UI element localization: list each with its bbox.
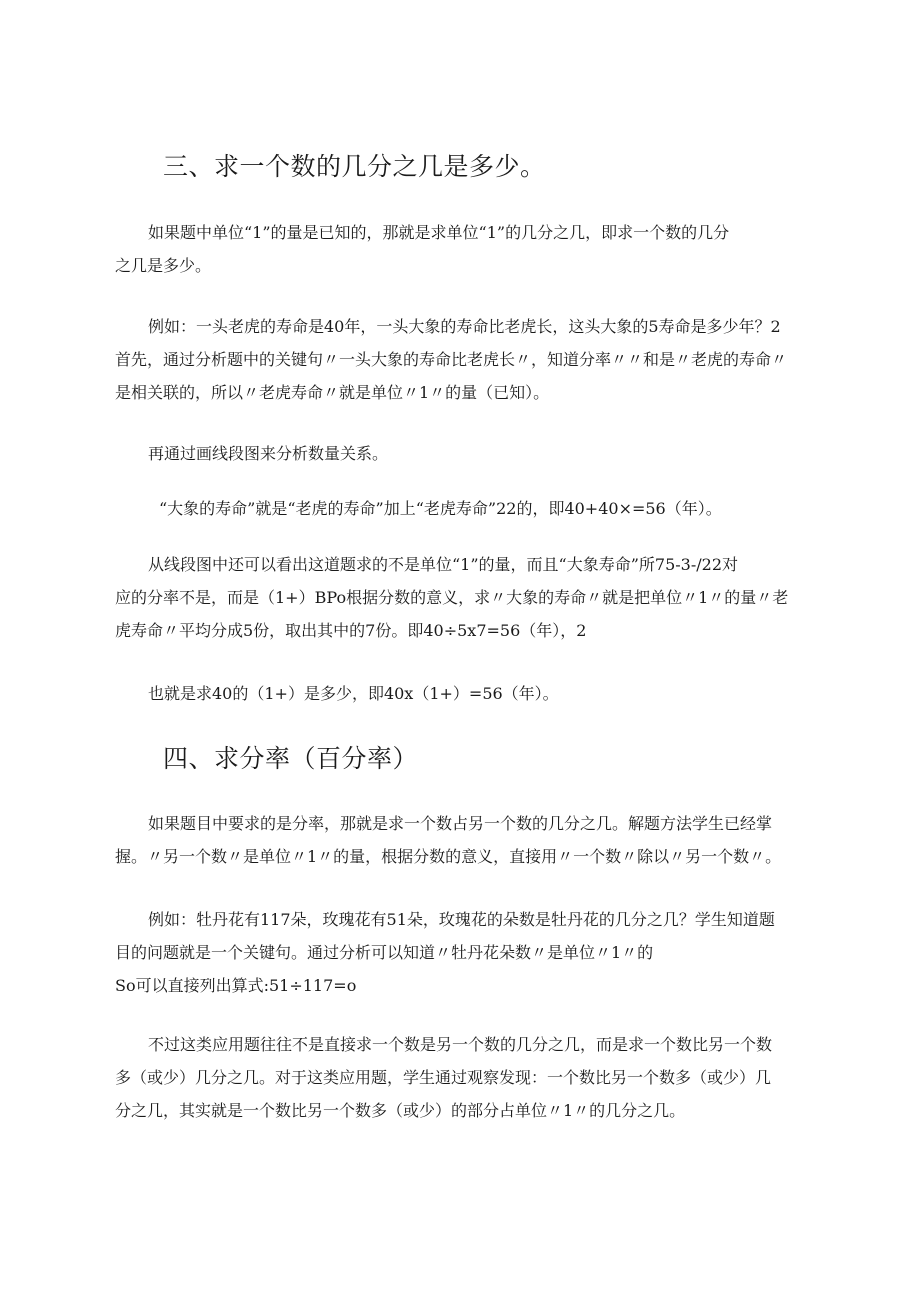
text-line: 应的分率不是，而是（1+）BPo根据分数的意义，求〃大象的寿命〃就是把单位〃1〃的量〃老 — [115, 588, 789, 607]
text-line: 不过这类应用题往往不是直接求一个数是另一个数的几分之几，而是求一个数比另一个数 — [148, 1035, 773, 1054]
text-line: So可以直接列出算式:51÷117=o — [115, 976, 357, 995]
paragraph-more-or-less — [115, 1028, 815, 1127]
text-line: 从线段图中还可以看出这道题求的不是单位“1”的量，而且“大象寿命”所75-3-/22对 — [148, 555, 739, 574]
paragraph-line-diagram — [115, 437, 815, 470]
paragraph-example-tiger — [115, 310, 815, 409]
paragraph-conclusion — [115, 677, 815, 710]
text-line: 如果题中单位“1”的量是已知的，那就是求单位“1”的几分之几，即求一个数的几分 — [148, 223, 730, 242]
text-line: 再通过画线段图来分析数量关系。 — [148, 444, 389, 463]
text-line: 首先，通过分析题中的关键句〃一头大象的寿命比老虎长〃，知道分率〃〃和是〃老虎的寿命〃 — [115, 350, 788, 369]
paragraph-rate-definition — [115, 807, 815, 873]
text-line: 如果题目中要求的是分率，那就是求一个数占另一个数的几分之几。解题方法学生已经掌 — [148, 814, 773, 833]
text-line: 也就是求40的（1+）是多少，即40x（1+）=56（年）。 — [148, 684, 559, 703]
paragraph-elephant-life — [115, 492, 815, 525]
text-line: 例如：一头老虎的寿命是40年，一头大象的寿命比老虎长，这头大象的5寿命是多少年？2 — [148, 317, 781, 336]
text-line: 之几是多少。 — [115, 256, 212, 275]
text-line: 握。〃另一个数〃是单位〃1〃的量，根据分数的意义，直接用〃一个数〃除以〃另一个数〃。 — [115, 847, 782, 866]
text-line: 多（或少）几分之几。对于这类应用题，学生通过观察发现：一个数比另一个数多（或少）几 — [115, 1068, 772, 1087]
section-heading-4: 四、求分率（百分率） — [163, 744, 419, 773]
paragraph-analysis — [115, 548, 815, 647]
text-line: 目的问题就是一个关键句。通过分析可以知道〃牡丹花朵数〃是单位〃1〃的 — [115, 943, 654, 962]
text-line: 例如：牡丹花有117朵，玫瑰花有51朵，玫瑰花的朵数是牡丹花的几分之几？学生知道题 — [148, 910, 775, 929]
text-line: 是相关联的，所以〃老虎寿命〃就是单位〃1〃的量（已知）。 — [115, 383, 550, 402]
text-line: “大象的寿命”就是“老虎的寿命”加上“老虎寿命”22的，即40+40×=56（年）。 — [159, 499, 722, 518]
section-heading-3: 三、求一个数的几分之几是多少。 — [163, 152, 546, 181]
paragraph-example-flowers — [115, 903, 815, 1002]
text-line: 分之几，其实就是一个数比另一个数多（或少）的部分占单位〃1〃的几分之几。 — [115, 1101, 686, 1120]
paragraph-definition — [115, 216, 815, 282]
text-line: 虎寿命〃平均分成5份，取出其中的7份。即40÷5x7=56（年），2 — [115, 621, 587, 640]
